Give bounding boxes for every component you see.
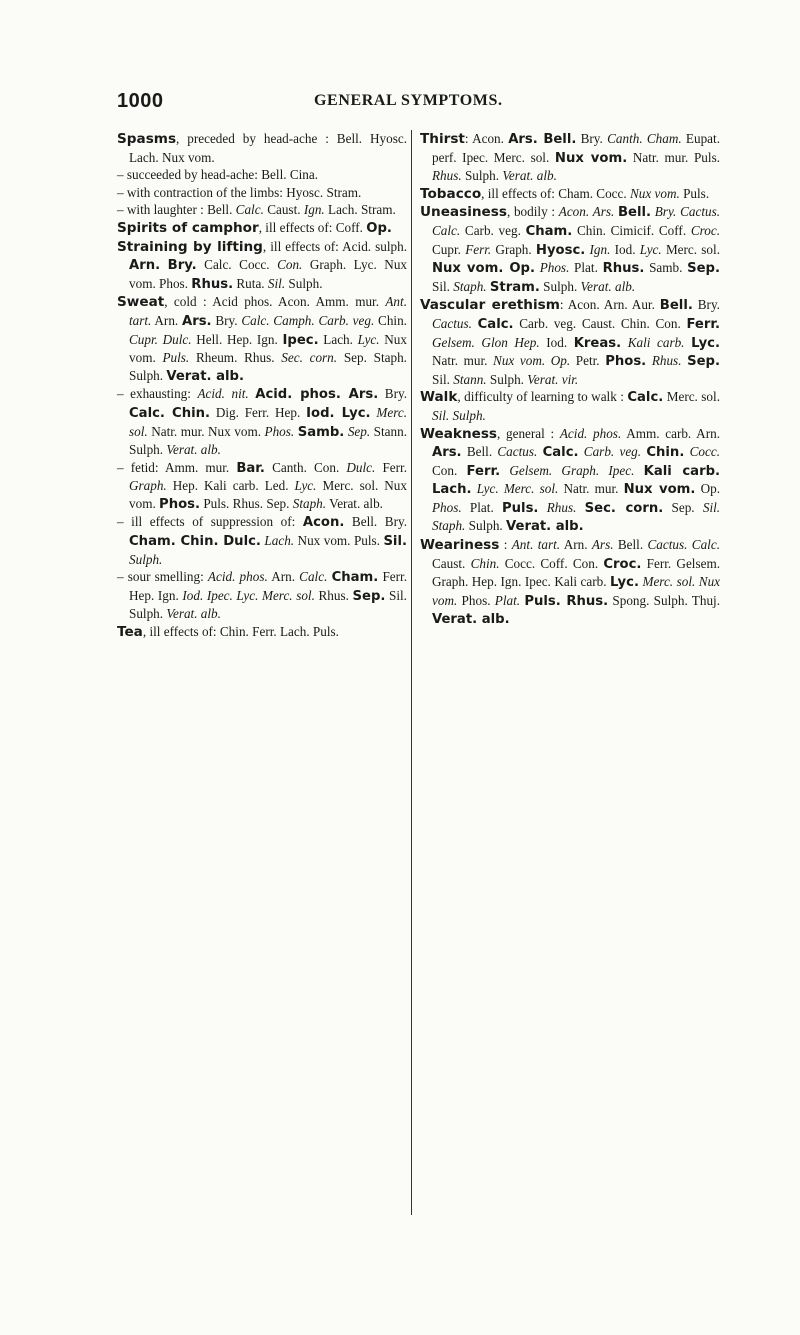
entry-text: Chin. [646,445,685,461]
entry-text: Merc. sol. [661,241,720,257]
entry-text: Sil. [383,534,407,550]
entry-text: Sil. [267,275,286,291]
entry-text: Acid. phos. [559,425,622,441]
entry-text: Merc. sol. [663,389,720,405]
entry-text: , preceded by head-ache : Bell. Hyosc. Lach. Nux vom. [129,131,407,165]
entry-text: Calc. Camph. Carb. veg. [241,312,375,328]
entry-text: Amm. carb. Arn. [621,425,720,441]
entry-text: Puls. Rhus. Sep. [200,495,293,511]
page-number: 1000 [117,90,164,112]
entry-heading: Tobacco [420,185,482,202]
entry-text: Caust. [432,555,471,571]
entry-text: , ill effects of: Coff. [258,219,367,235]
entry-heading: Walk [420,389,458,406]
entry-text: – fetid: Amm. mur. [117,459,237,475]
index-entry [420,296,720,388]
entry-text: Phos. [605,354,647,370]
entry-text: Puls. [679,185,710,201]
entry-text: Phos. [159,496,201,512]
entry-text: Verat. alb. [166,606,221,622]
entry-heading: Spirits of camphor [117,219,259,236]
entry-text: Ars. Bell. [508,132,577,147]
entry-text: Sil. [432,371,454,387]
entry-text: Bry. [378,386,407,402]
index-entry [117,184,407,202]
entry-text: Verat. alb. [506,519,584,535]
entry-heading: Vascular erethism [420,297,560,314]
entry-heading: Tea [117,624,143,641]
entry-text: Cactus. [497,444,538,460]
entry-text: Bell. [659,298,693,314]
entry-text: Bell. [613,537,648,553]
entry-text: Acid. nit. [197,386,249,402]
entry-text: Calc. [299,569,328,585]
entry-text: Rhus. [432,168,462,184]
entry-text: Calc. Cocc. [196,257,278,273]
entry-text: Lyc. [639,241,662,257]
entry-text: Sil. Staph. [432,499,721,534]
entry-text: Sep. [687,261,721,277]
page-header [117,90,707,120]
entry-text: Sep. [663,499,703,515]
entry-text: Sep. Staph. Sulph. [129,350,407,383]
entry-text: Hyosc. [535,242,586,258]
index-entry [117,568,407,623]
entry-text: Op. [695,481,721,497]
entry-text: Phos. [539,260,570,276]
entry-text: Lyc. Merc. sol. [476,481,559,497]
entry-text: Stann. Sulph. [129,423,408,458]
entry-text: Sep. [687,354,720,370]
entry-text: – sour smelling: [117,569,208,585]
index-entry [420,130,720,185]
entry-text: Canth. Con. [264,459,347,475]
entry-heading: Uneasiness [420,204,507,221]
entry-text: Bry. Cactus. Calc. [432,204,721,238]
entry-text: Cactus. [432,315,472,331]
entry-text: Sec. corn. [281,350,338,366]
entry-text: Sulph. [465,518,507,534]
entry-text: Ferr. [465,241,492,257]
entry-text: Verat. alb. [502,168,557,184]
entry-text: Chin. Cimicif. Coff. [572,222,691,238]
entry-text: Graph. Lyc. Nux vom. Phos. [129,257,408,291]
entry-text: Verat. alb. [326,495,383,511]
entry-text: – with contraction of the limbs: Hyosc. Stram. [117,184,362,200]
entry-text: Verat. alb. [580,278,636,294]
entry-text: , ill effects of: Acid. sulph. [262,238,407,254]
index-entry [420,536,720,629]
entry-text: – exhausting: [117,386,198,402]
entry-text: Ferr. Hep. Ign. [129,569,407,603]
entry-heading: Sweat [117,294,165,311]
entry-text: Natr. mur. [432,353,494,369]
index-entry [117,623,407,642]
entry-text: Rhus. [651,353,682,369]
entry-text [634,463,643,478]
entry-text: Cham. Chin. Dulc. [129,534,261,550]
entry-text: Hell. Hep. Ign. [191,331,283,347]
right-column [420,130,720,629]
entry-text: Sulph. [129,551,163,567]
entry-text: Iod. Lyc. [306,405,371,421]
entry-text: Calc. [542,445,579,461]
entry-text: Natr. mur. Nux vom. [147,423,265,439]
entry-text: Plat. [569,260,603,276]
entry-text: Verat. alb. [432,612,510,628]
entry-text: Bar. [236,460,265,476]
entry-text: Plat. [461,499,502,515]
entry-text: Merc. sol. Nux vom. [129,478,407,511]
entry-text: Nux vom. Op. [493,353,571,369]
entry-text: Nux vom. [129,331,407,366]
entry-heading: Weakness [420,425,498,442]
entry-text: , bodily : [506,204,559,220]
entry-heading: Straining by lifting [117,238,263,255]
entry-text: Carb. veg. [460,222,526,238]
entry-text: Cham. [331,570,379,586]
entry-text: , cold : Acid phos. Acon. Amm. mur. [164,294,386,310]
entry-text: Puls. Rhus. [524,593,609,609]
entry-text: Kali carb. Lach. [432,463,721,498]
column-divider [411,130,412,1215]
entry-text: Sulph. [539,278,581,294]
entry-text: Sulph. [461,168,503,184]
entry-text [538,500,546,515]
entry-text: Rhus. [602,261,645,277]
entry-text: : Acon. Arn. Aur. [559,297,660,313]
entry-text: , ill effects of: Chin. Ferr. Lach. Puls. [142,624,339,640]
entry-text: Sec. corn. [584,500,664,516]
index-entry [420,203,720,296]
entry-text: – with laughter : Bell. [117,202,236,218]
entry-text: Ferr. [686,316,720,332]
entry-text: Kreas. [573,335,622,351]
entry-text: Sep. [352,588,386,604]
entry-text: Hep. Kali carb. Led. [166,478,295,494]
entry-text: Con. [277,257,303,273]
entry-text: Graph. [491,241,536,257]
left-column [117,130,407,642]
entry-text: Canth. Cham. [607,131,682,146]
entry-text: Verat. alb. [166,442,221,458]
entry-text: Arn. [560,537,592,553]
entry-text: Ant. tart. [511,537,561,553]
entry-text: Phos. [264,423,295,439]
entry-text: Natr. mur. Puls. [627,149,720,165]
entry-text: Con. [432,462,467,478]
entry-text: Lyc. [691,335,720,351]
index-entry [117,513,407,568]
entry-text [576,500,584,515]
entry-text: Staph. [292,495,327,511]
entry-text: Iod. [539,334,574,350]
entry-text: Ars. [591,537,614,553]
entry-text: , difficulty of learning to walk : [457,389,628,405]
index-entry [117,238,407,294]
entry-text: : [499,537,512,553]
entry-text: Natr. mur. [558,481,624,497]
entry-text: Sil. [432,278,454,294]
entry-text: Sulph. [486,371,528,387]
entry-text: – succeeded by head-ache: Bell. Cina. [117,167,319,183]
entry-text: Nux vom. [554,150,628,166]
entry-text: Dulc. [346,459,376,475]
entry-text: Merc. sol. [129,404,408,439]
entry-text: Arn. [151,312,182,328]
entry-text: Plat. [494,592,521,608]
entry-text: Verat. vir. [527,371,579,387]
entry-text: Cham. [525,223,573,239]
entry-text: Cupr. [432,241,466,257]
entry-text: Bry. [167,258,197,274]
entry-text: Eupat. perf. Ipec. Merc. sol. [432,131,720,165]
entry-text: Kali carb. [627,334,685,350]
entry-text: Lach. Stram. [324,202,396,218]
running-title: GENERAL SYMPTOMS. [314,92,503,109]
entry-text: Iod. Ipec. Lyc. Merc. sol. [182,587,315,603]
entry-text: Croc. [603,556,642,572]
entry-text: Verat. alb. [166,368,244,384]
index-entry [117,219,407,238]
entry-text: Carb. veg. [583,444,642,460]
entry-heading: Thirst [420,131,465,147]
entry-text: Stram. [489,279,540,295]
entry-text: Sil. Sulph. [432,407,486,423]
entry-text: Lyc. [357,331,380,347]
entry-text: Graph. [129,478,167,494]
entry-text: Spong. Sulph. Thuj. [608,592,720,608]
entry-text: Phos. [432,499,462,515]
index-entry [117,166,407,184]
entry-text: Ruta. [233,275,268,291]
entry-text: Op. [366,220,392,236]
entry-text: Ign. [589,241,611,257]
entry-text: Acon. [302,515,345,531]
entry-text: Gelsem. Graph. Ipec. [509,462,635,478]
index-entry [420,185,720,204]
entry-text: , general : [497,425,560,441]
entry-text: Bry. [692,297,720,313]
index-entry [117,293,407,385]
entry-text: Bry. [211,312,242,328]
entry-text: Bell. Bry. [344,514,407,530]
entry-text: Cocc. [689,444,721,460]
entry-text: Gelsem. Glon Hep. [432,334,540,350]
entry-text: Chin. [374,312,407,328]
entry-text: Rhus. [191,276,234,292]
entry-text: Ferr. Gelsem. Graph. Hep. Ign. Ipec. Kali carb. [432,555,721,590]
entry-text: Puls. [162,350,190,366]
entry-text: Cupr. Dulc. [129,331,192,347]
entry-text: Cactus. Calc. [647,537,720,553]
entry-text: Acid. phos. Ars. [255,387,379,403]
entry-text: Lach. [264,533,295,549]
entry-text: Ant. tart. [129,294,407,328]
entry-text: Calc. [627,390,664,406]
entry-text: Puls. [502,500,539,516]
entry-text: Acon. Ars. [558,204,615,220]
entry-text [160,257,168,272]
entry-text: Stann. [453,371,487,387]
index-entry [117,459,407,514]
entry-text: Staph. [453,278,487,294]
entry-text: Cocc. Coff. Con. [499,555,604,571]
entry-text: Iod. [610,241,640,257]
entry-text: Nux vom. Puls. [294,533,384,549]
entry-heading: Weariness [420,537,500,554]
entry-text: Ferr. [466,463,501,479]
entry-text [621,335,628,350]
entry-text: Ars. [181,313,212,329]
entry-text: : Acon. [464,131,509,146]
entry-text: Arn. [267,569,300,585]
entry-text: Sil. Sulph. [129,587,407,622]
entry-text: Caust. [263,202,304,218]
entry-text: Arn. [129,258,161,274]
entry-text: Sulph. [285,275,323,291]
entry-text: Petr. [570,353,606,369]
entry-heading: Spasms [117,131,177,147]
entry-text: Lyc. [294,478,317,494]
entry-text: , ill effects of: Cham. Cocc. [481,185,630,201]
entry-text [500,463,509,478]
entry-text: Calc. [477,316,514,332]
entry-text: Nux vom. [623,482,696,498]
entry-text: Ipec. [282,332,319,348]
entry-text: Phos. [457,592,495,608]
entry-text: Sep. [347,423,371,439]
entry-text: Nux vom. [629,185,680,201]
entry-text: Dig. Ferr. Hep. [210,404,307,420]
entry-text: Rhus. [314,587,353,603]
entry-text: Ferr. [375,459,407,475]
entry-text: Lyc. [610,575,639,591]
entry-text: Nux vom. Op. [432,261,535,277]
entry-text: Acid. phos. [207,569,268,585]
index-entry [117,201,407,219]
index-entry [117,130,407,166]
entry-text: Ign. [303,202,325,218]
entry-text: Bell. [617,205,652,221]
entry-text: Bry. [576,131,608,146]
entry-text: Carb. veg. Caust. Chin. Con. [513,315,687,331]
entry-text: Samb. [644,260,688,276]
entry-text: – ill effects of suppression of: [117,514,303,530]
entry-text: Croc. [690,222,720,238]
entry-text: Merc. sol. Nux vom. [432,574,721,608]
entry-text: Lach. [318,331,358,347]
entry-text: Samb. [297,424,345,440]
entry-text: Chin. [470,555,500,571]
entry-text: Bell. [461,444,498,460]
entry-text: Ars. [432,445,462,461]
index-entry [420,425,720,537]
entry-text: Calc. Chin. [129,405,211,421]
index-entry [117,385,407,458]
entry-text: Rhus. [546,499,577,515]
entry-text: Calc. [235,202,264,218]
index-entry [420,388,720,424]
entry-text: Rheum. Rhus. [189,350,282,366]
